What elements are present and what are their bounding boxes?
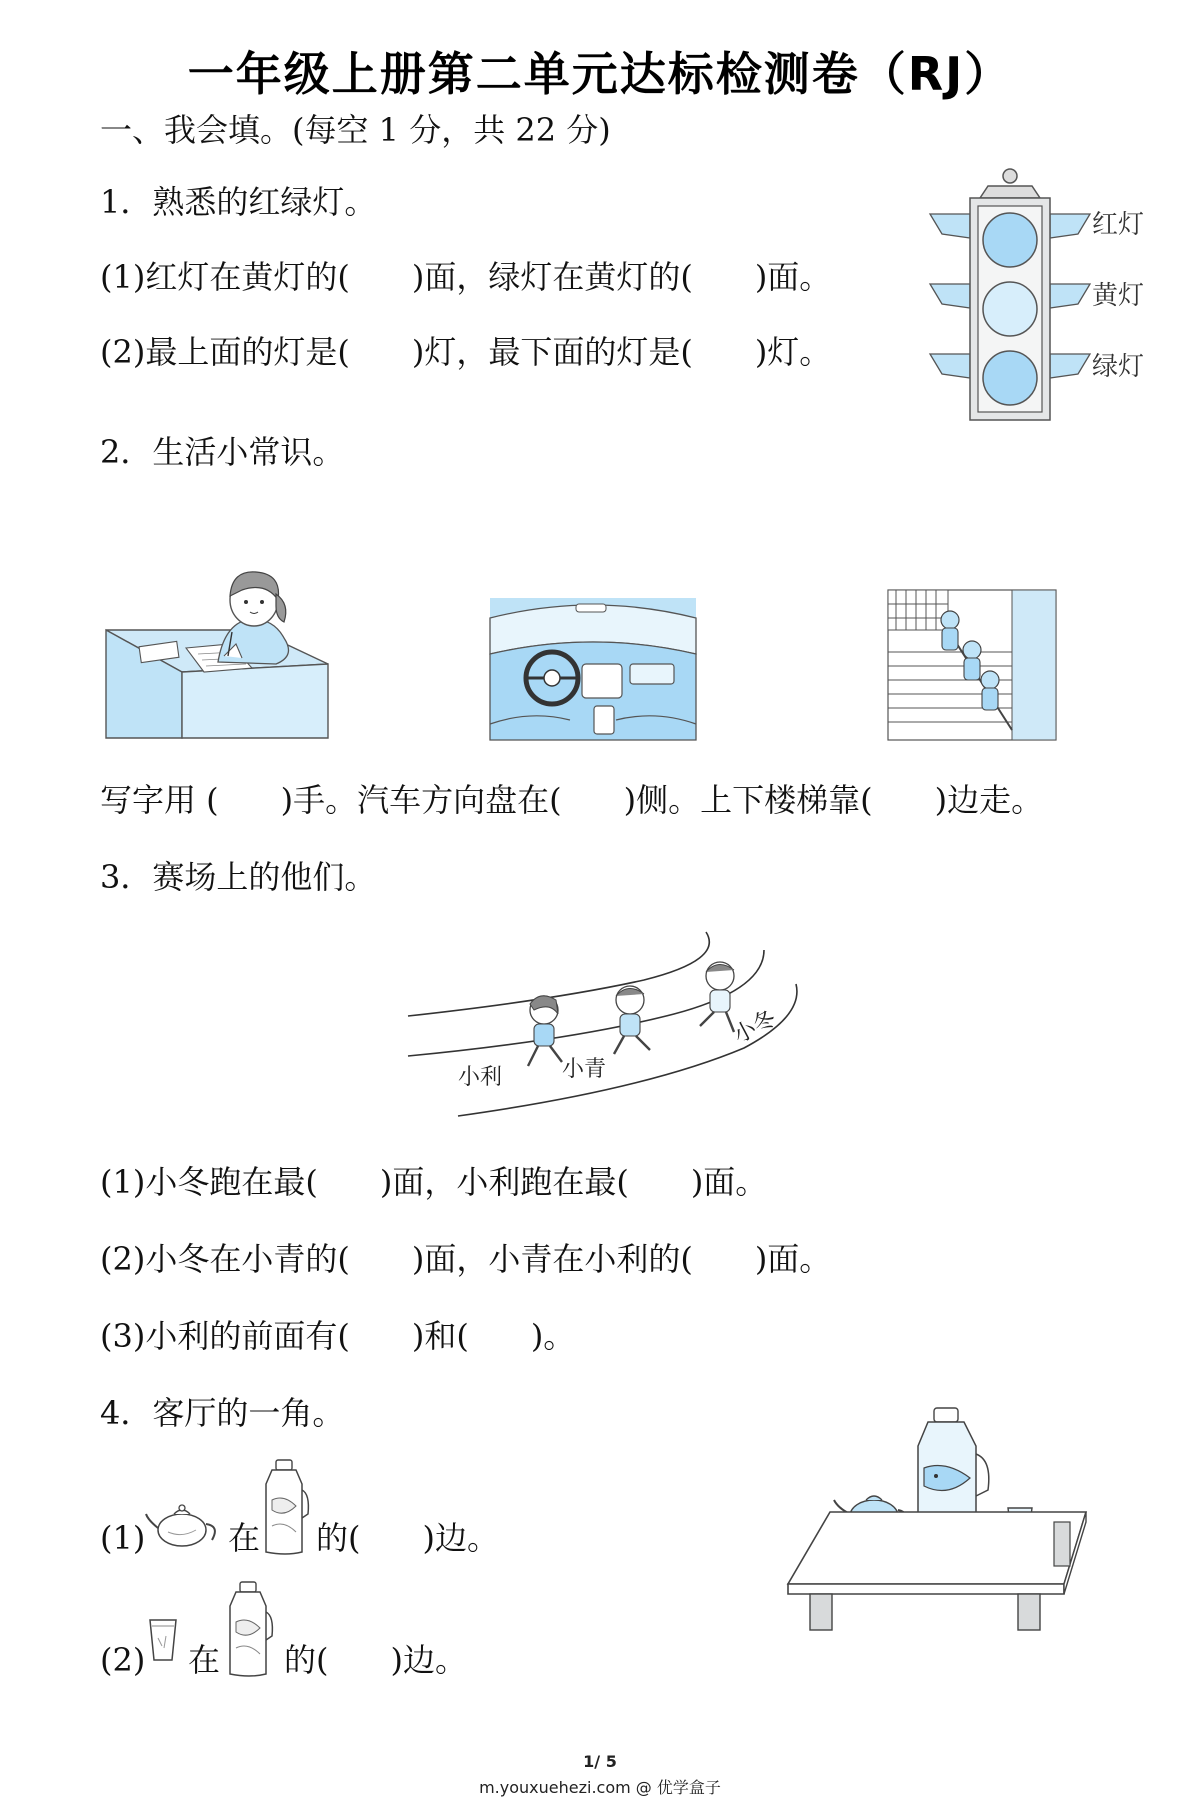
page-title: 一年级上册第二单元达标检测卷（RJ） bbox=[187, 47, 1013, 101]
q2-line: 写字用 ( )手。汽车方向盘在( )侧。上下楼梯靠( )边走。 bbox=[100, 781, 1044, 819]
teapot-icon bbox=[146, 1498, 222, 1550]
q3-heading: 3．赛场上的他们。 bbox=[100, 858, 377, 896]
q4-part2-mid: 在 bbox=[188, 1641, 221, 1679]
thermos-icon bbox=[262, 1460, 310, 1556]
q4-part1-mid: 在 bbox=[228, 1519, 261, 1557]
red-lamp-icon bbox=[983, 213, 1037, 267]
q2-heading: 2．生活小常识。 bbox=[100, 433, 345, 471]
q4-part1-end: 的( )边。 bbox=[316, 1519, 499, 1557]
section-heading: 一、我会填。(每空 1 分，共 22 分) bbox=[100, 111, 611, 149]
thermos-icon bbox=[226, 1582, 274, 1678]
runner-label-xiaodong: 小冬 bbox=[729, 1005, 781, 1049]
q3-part3: (3)小利的前面有( )和( )。 bbox=[100, 1317, 576, 1355]
q4-part2-number: (2) bbox=[100, 1641, 146, 1679]
cup-icon bbox=[148, 1618, 178, 1662]
yellow-light-label: 黄灯 bbox=[1092, 281, 1145, 311]
stairs-illustration bbox=[888, 590, 1056, 740]
green-light-label: 绿灯 bbox=[1092, 352, 1145, 382]
footer-site: m.youxuehezi.com @ 优学盒子 bbox=[479, 1778, 721, 1797]
red-light-label: 红灯 bbox=[1092, 210, 1145, 240]
living-room-table-illustration bbox=[786, 1406, 1096, 1632]
q4-part1-number: (1) bbox=[100, 1519, 146, 1557]
traffic-light-illustration bbox=[928, 168, 1098, 423]
q4-heading: 4．客厅的一角。 bbox=[100, 1394, 345, 1432]
green-lamp-icon bbox=[983, 351, 1037, 405]
page-number: 1/ 5 bbox=[583, 1752, 617, 1771]
q1-heading: 1．熟悉的红绿灯。 bbox=[100, 183, 377, 221]
q3-part1: (1)小冬跑在最( )面，小利跑在最( )面。 bbox=[100, 1163, 768, 1201]
yellow-lamp-icon bbox=[983, 282, 1037, 336]
q4-part2-end: 的( )边。 bbox=[284, 1641, 467, 1679]
car-dashboard-illustration bbox=[490, 598, 696, 740]
q3-part2: (2)小冬在小青的( )面，小青在小利的( )面。 bbox=[100, 1240, 832, 1278]
q1-part1: (1)红灯在黄灯的( )面，绿灯在黄灯的( )面。 bbox=[100, 258, 832, 296]
runner-label-xiaoli: 小利 bbox=[458, 1065, 503, 1090]
girl-writing-illustration bbox=[106, 572, 332, 740]
runner-label-xiaoqing: 小青 bbox=[562, 1057, 607, 1082]
q1-part2: (2)最上面的灯是( )灯，最下面的灯是( )灯。 bbox=[100, 333, 832, 371]
